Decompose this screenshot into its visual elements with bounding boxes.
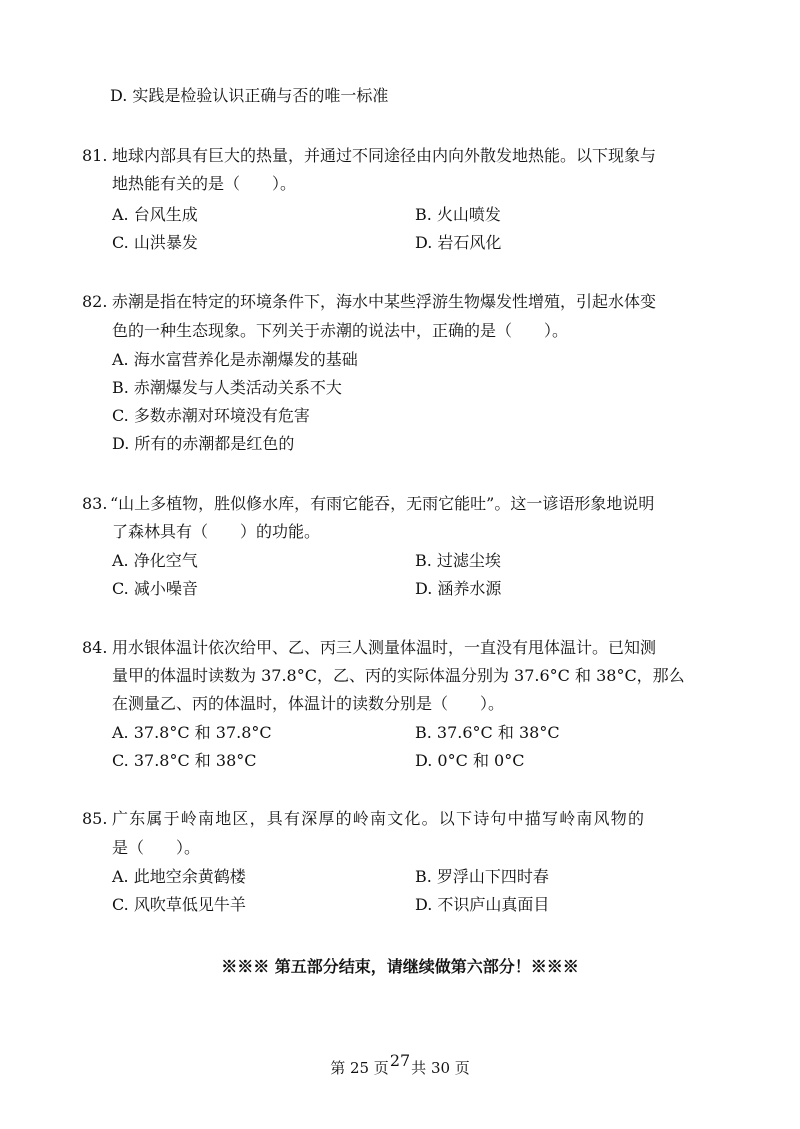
prev-question-option-d: D. 实践是检验认识正确与否的唯一标准 (110, 86, 389, 105)
question-text-line: 在测量乙、丙的体温时，体温计的读数分别是（ ）。 (112, 694, 505, 713)
question-text-line: 色的一种生态现象。下列关于赤潮的说法中，正确的是（ ）。 (112, 321, 569, 340)
question-text-line: 了森林具有（ ）的功能。 (112, 522, 321, 541)
question-text-line: 是（ ）。 (112, 838, 201, 857)
option-a: A. 此地空余黄鹤楼 (112, 867, 246, 886)
option-b: B. 罗浮山下四时春 (415, 867, 549, 886)
option-b: B. 37.6°C 和 38°C (415, 723, 560, 742)
option-a: A. 净化空气 (112, 551, 198, 570)
option-d: D. 岩石风化 (415, 233, 502, 252)
option-d: D. 0°C 和 0°C (415, 751, 525, 770)
option-c: C. 37.8°C 和 38°C (112, 751, 257, 770)
question-text-line: 量甲的体温时读数为 37.8°C，乙、丙的实际体温分别为 37.6°C 和 38°C，那么 (112, 666, 685, 685)
question-text-line: 广东属于岭南地区，具有深厚的岭南文化。以下诗句中描写岭南风物的 (112, 809, 646, 828)
page-number-total: 共 30 页 (411, 1059, 470, 1077)
question-text-line: “山上多植物，胜似修水库，有雨它能吞，无雨它能吐”。这一谚语形象地说明 (110, 494, 655, 513)
option-c: C. 多数赤潮对环境没有危害 (112, 406, 310, 425)
question-number: 83. (82, 494, 108, 513)
page-number-current: 第 25 页 (330, 1059, 389, 1077)
option-a: A. 台风生成 (112, 205, 198, 224)
section-end-notice: ※※※ 第五部分结束，请继续做第六部分！※※※ (221, 957, 579, 976)
option-a: A. 海水富营养化是赤潮爆发的基础 (112, 350, 358, 369)
question-text-line: 地球内部具有巨大的热量，并通过不同途径由内向外散发地热能。以下现象与 (112, 146, 657, 165)
page-number-overlay: 27 (389, 1051, 411, 1070)
option-b: B. 过滤尘埃 (415, 551, 501, 570)
option-d: D. 所有的赤潮都是红色的 (112, 434, 295, 453)
option-d: D. 不识庐山真面目 (415, 895, 550, 914)
option-d: D. 涵养水源 (415, 579, 502, 598)
question-text-line: 赤潮是指在特定的环境条件下，海水中某些浮游生物爆发性增殖，引起水体变 (112, 292, 657, 311)
option-b: B. 赤潮爆发与人类活动关系不大 (112, 378, 342, 397)
question-number: 81. (82, 146, 108, 165)
question-number: 82. (82, 292, 108, 311)
question-text-line: 用水银体温计依次给甲、乙、丙三人测量体温时，一直没有甩体温计。已知测 (112, 638, 657, 657)
question-text-line: 地热能有关的是（ ）。 (112, 174, 297, 193)
option-c: C. 减小噪音 (112, 579, 198, 598)
page-footer (0, 1051, 800, 1078)
option-a: A. 37.8°C 和 37.8°C (112, 723, 272, 742)
question-number: 84. (82, 638, 108, 657)
option-c: C. 风吹草低见牛羊 (112, 895, 246, 914)
option-c: C. 山洪暴发 (112, 233, 198, 252)
option-b: B. 火山喷发 (415, 205, 501, 224)
question-number: 85. (82, 809, 108, 828)
